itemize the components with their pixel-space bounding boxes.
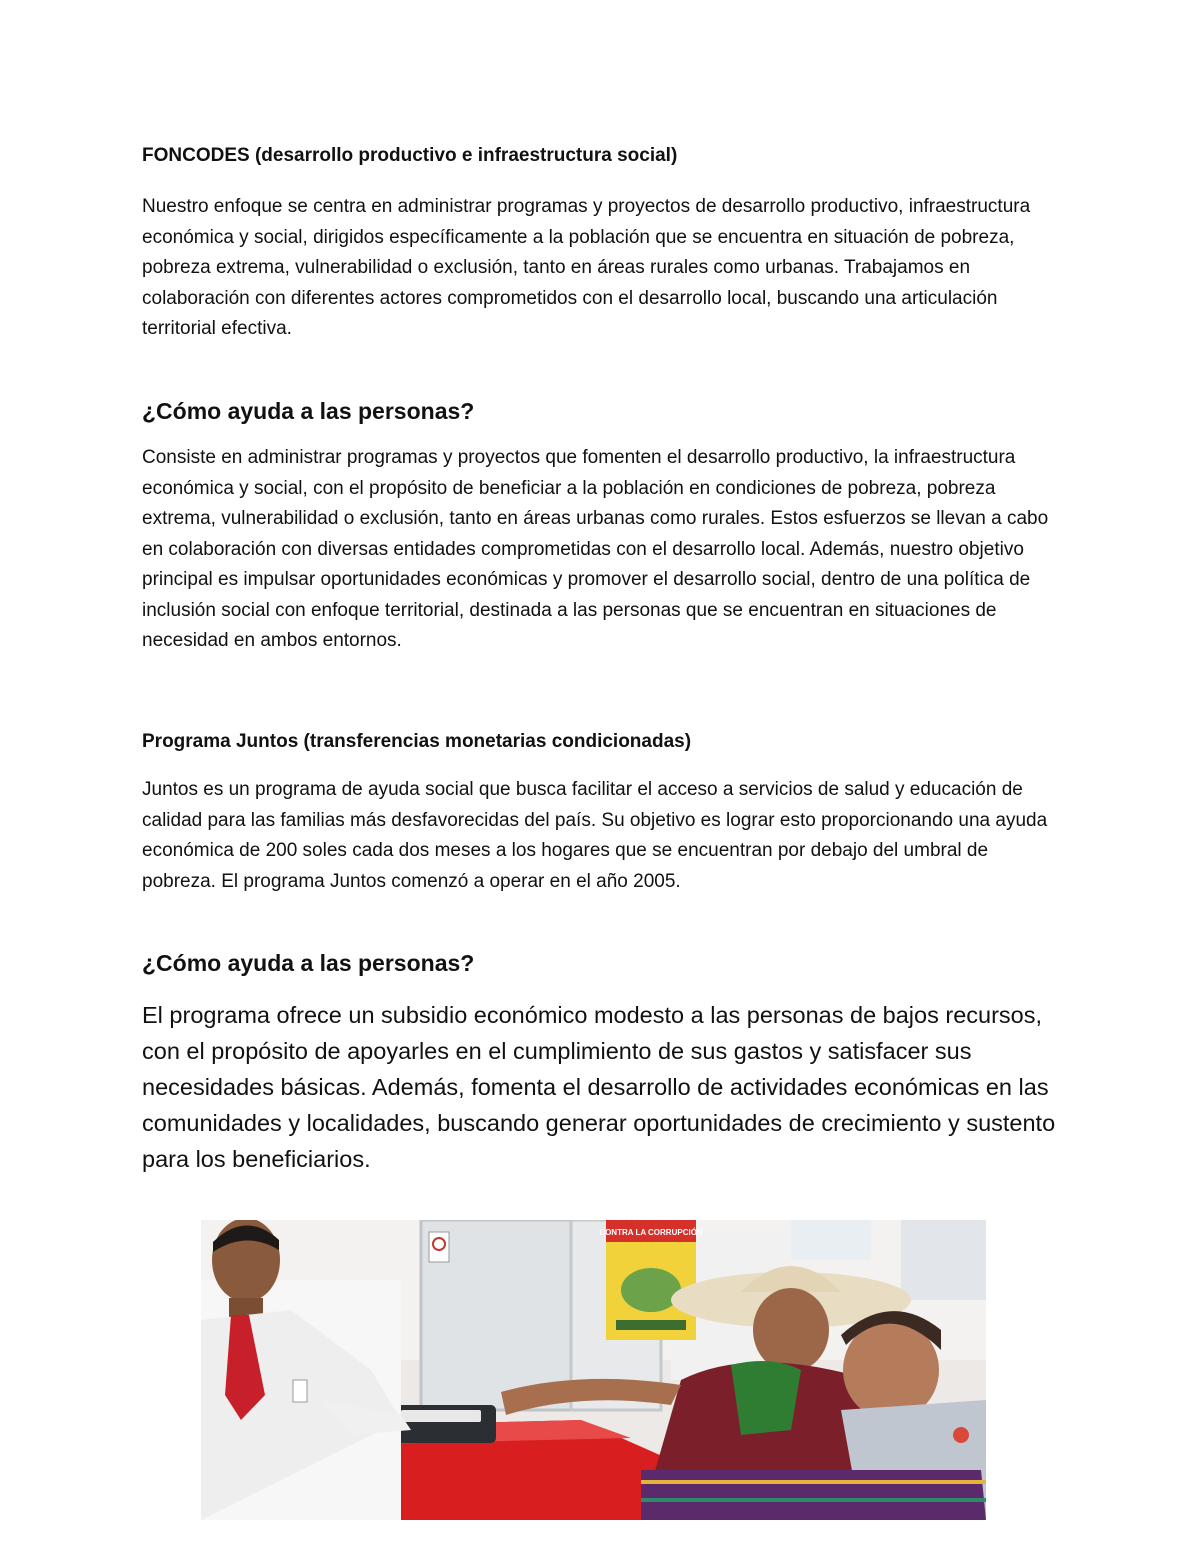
- section-body-foncodes: Nuestro enfoque se centra en administrar programas y proyectos de desarrollo productivo, infraestructura económica y social, dirigidos específicamente a la población que se encuentra en situación de pobreza, pobreza extrema, vulnerabilidad o exclusión, tanto en áreas rurales como urbanas. Trabajamos en colaboración con diferentes actores comprometidos con el desarrollo local, buscando una articulación territorial efectiva.: [142, 196, 1031, 339]
- question-heading-juntos: ¿Cómo ayuda a las personas?: [142, 950, 475, 976]
- answer-paragraph-foncodes: Consiste en administrar programas y proyectos que fomenten el desarrollo productivo, la infraestructura económica y social, con el propósito de beneficiar a la población en condiciones de pobreza, pobreza extrema, vulnerabilidad o exclusión, tanto en áreas urbanas como rurales. Estos esfuerzos se llevan a cabo en colaboración con diversas entidades comprometidas con el desarrollo local. Además, nuestro objetivo principal es impulsar oportunidades económicas y promover el desarrollo social, dentro de una política de inclusión social con enfoque territorial, destinada a las personas que se encuentran en situaciones de necesidad en ambos entornos.: [142, 447, 1049, 651]
- section-title-juntos: Programa Juntos (transferencias monetarias condicionadas): [142, 731, 692, 752]
- section-body-juntos: Juntos es un programa de ayuda social que busca facilitar el acceso a servicios de salud y educación de calidad para las familias más desfavorecidas del país. Su objetivo es lograr esto proporcionando una ayuda económica de 200 soles cada dos meses a los hogares que se encuentran por debajo del umbral de pobreza. El programa Juntos comenzó a operar en el año 2005.: [142, 779, 1048, 892]
- poster-caption: CONTRA LA CORRUPCIÓN: [599, 1228, 703, 1237]
- answer-paragraph-juntos: El programa ofrece un subsidio económico modesto a las personas de bajos recursos, con el propósito de apoyarles en el cumplimiento de sus gastos y satisfacer sus necesidades básicas. Además, fomenta el desarrollo de actividades económicas en las comunidades y localidades, buscando generar oportunidades de crecimiento y sustento para los beneficiarios.: [142, 1002, 1056, 1172]
- question-heading-foncodes: ¿Cómo ayuda a las personas?: [142, 398, 475, 424]
- photo-bank-counter: [201, 1220, 986, 1520]
- section-title-foncodes: FONCODES (desarrollo productivo e infraestructura social): [142, 145, 678, 166]
- photo-illustration: [201, 1220, 986, 1520]
